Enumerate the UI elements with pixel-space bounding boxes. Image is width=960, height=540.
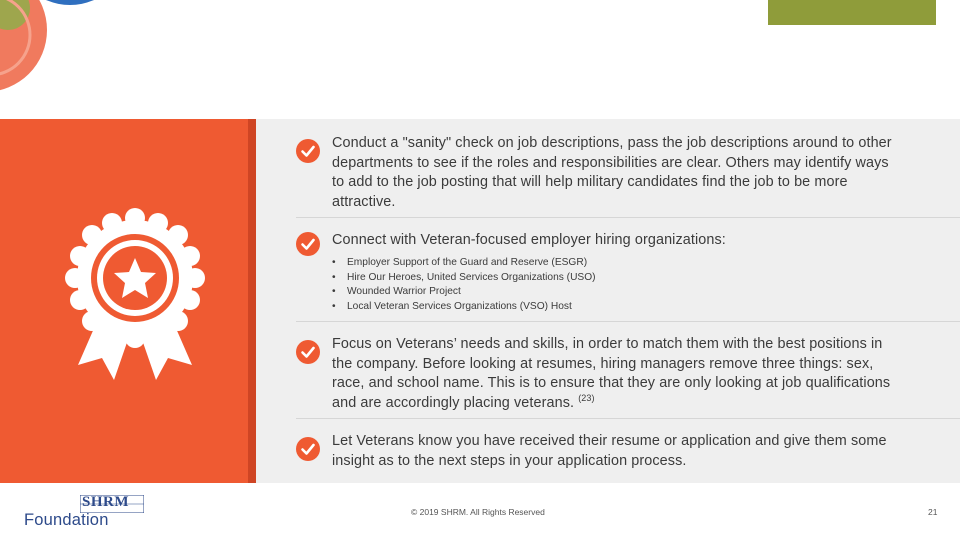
award-ribbon-star-icon [60,200,210,390]
divider [296,321,960,322]
bullet-item: • Employer Support of the Guard and Reserve (ESGR) [332,256,596,271]
copyright-text: © 2019 SHRM. All Rights Reserved [411,507,545,517]
divider [296,217,960,218]
logo-foundation-text: Foundation [24,511,109,529]
bullet-item: • Wounded Warrior Project [332,285,596,300]
bullet-item: • Local Veteran Services Organizations (VSO) Host [332,300,596,315]
page-number: 21 [928,507,938,517]
logo-shrm-text: SHRM [82,494,129,510]
item-text [332,335,892,413]
check-circle-icon [296,139,320,163]
item-text: Conduct a "sanity" check on job descriptions, pass the job descriptions around to other departments to see if the roles and responsibilities are clear. Others may identify ways to add to the job posting that will help military candidates find the job to be more attractive. [332,135,892,210]
bullet-item: • Hire Our Heroes, United Services Organizations (USO) [332,271,596,286]
item-text-body: Focus on Veterans’ needs and skills, in order to match them with the best positions in the company. Before looking at resumes, hiring managers remove three things: sex, race, and school name. This is to ensure that they are only looking at job qualifications and are accordingly placing veterans. [332,336,891,411]
check-circle-icon [296,340,320,364]
check-circle-icon [296,437,320,461]
citation-superscript: (23) [578,392,595,403]
accent-bar [768,0,936,25]
orange-panel-edge [248,119,256,483]
organization-list [332,256,596,315]
divider [296,418,960,419]
decorative-circles [0,0,140,120]
check-circle-icon [296,232,320,256]
shrm-foundation-logo [24,494,129,533]
item-text: Connect with Veteran-focused employer hiring organizations: [332,232,726,248]
item-text: Let Veterans know you have received their resume or application and give them some insight as to the next steps in your application process. [332,433,887,469]
